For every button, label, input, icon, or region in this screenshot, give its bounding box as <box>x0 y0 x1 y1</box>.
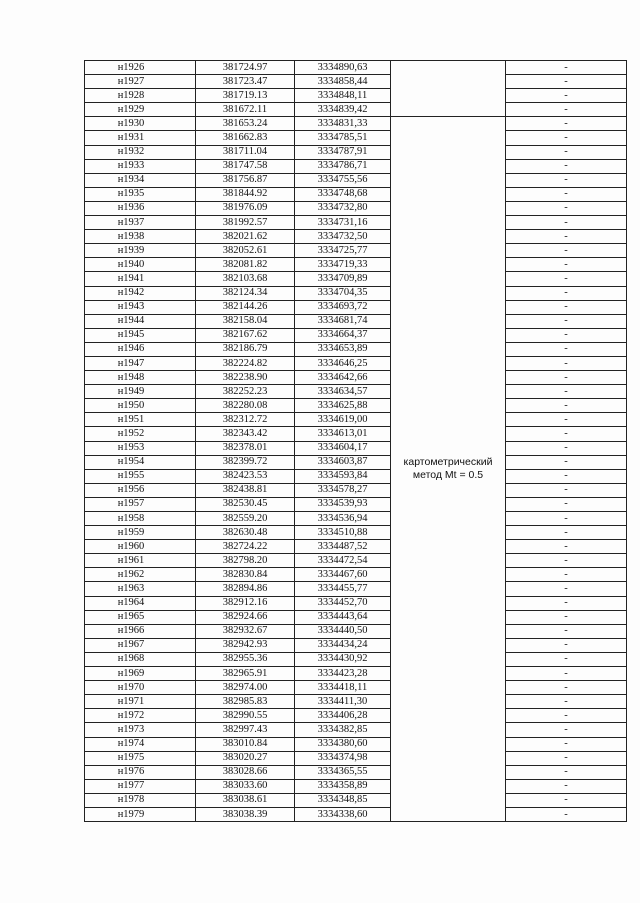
point-id-cell: н1941 <box>85 272 196 286</box>
y-coordinate-cell: 3334452,70 <box>295 596 391 610</box>
x-coordinate-cell: 382924.66 <box>196 610 295 624</box>
dash-cell: - <box>506 610 627 624</box>
point-id-cell: н1957 <box>85 497 196 511</box>
dash-cell: - <box>506 427 627 441</box>
point-id-cell: н1936 <box>85 201 196 215</box>
dash-cell: - <box>506 483 627 497</box>
point-id-cell: н1934 <box>85 173 196 187</box>
x-coordinate-cell: 382103.68 <box>196 272 295 286</box>
y-coordinate-cell: 3334732,50 <box>295 230 391 244</box>
x-coordinate-cell: 382438.81 <box>196 483 295 497</box>
x-coordinate-cell: 383020.27 <box>196 751 295 765</box>
dash-cell: - <box>506 342 627 356</box>
dash-cell: - <box>506 751 627 765</box>
table-row <box>85 89 627 103</box>
table-row <box>85 652 627 666</box>
point-id-cell: н1968 <box>85 652 196 666</box>
y-coordinate-cell: 3334430,92 <box>295 652 391 666</box>
x-coordinate-cell: 382997.43 <box>196 723 295 737</box>
table-row <box>85 765 627 779</box>
y-coordinate-cell: 3334406,28 <box>295 709 391 723</box>
dash-cell: - <box>506 314 627 328</box>
dash-cell: - <box>506 371 627 385</box>
y-coordinate-cell: 3334578,27 <box>295 483 391 497</box>
point-id-cell: н1950 <box>85 399 196 413</box>
table-row <box>85 512 627 526</box>
table-row <box>85 286 627 300</box>
y-coordinate-cell: 3334440,50 <box>295 624 391 638</box>
point-id-cell: н1942 <box>85 286 196 300</box>
y-coordinate-cell: 3334693,72 <box>295 300 391 314</box>
y-coordinate-cell: 3334593,84 <box>295 469 391 483</box>
y-coordinate-cell: 3334443,64 <box>295 610 391 624</box>
table-row <box>85 230 627 244</box>
y-coordinate-cell: 3334434,24 <box>295 638 391 652</box>
point-id-cell: н1978 <box>85 793 196 807</box>
dash-cell: - <box>506 540 627 554</box>
dash-cell: - <box>506 159 627 173</box>
point-id-cell: н1927 <box>85 75 196 89</box>
y-coordinate-cell: 3334510,88 <box>295 526 391 540</box>
point-id-cell: н1943 <box>85 300 196 314</box>
point-id-cell: н1963 <box>85 582 196 596</box>
table-row <box>85 61 627 75</box>
y-coordinate-cell: 3334890,63 <box>295 61 391 75</box>
point-id-cell: н1964 <box>85 596 196 610</box>
dash-cell: - <box>506 695 627 709</box>
x-coordinate-cell: 383038.61 <box>196 793 295 807</box>
y-coordinate-cell: 3334338,60 <box>295 807 391 821</box>
point-id-cell: н1928 <box>85 89 196 103</box>
table-row <box>85 751 627 765</box>
y-coordinate-cell: 3334539,93 <box>295 497 391 511</box>
y-coordinate-cell: 3334848,11 <box>295 89 391 103</box>
x-coordinate-cell: 382238.90 <box>196 371 295 385</box>
table-row <box>85 596 627 610</box>
table-row <box>85 497 627 511</box>
x-coordinate-cell: 381653.24 <box>196 117 295 131</box>
table-row <box>85 624 627 638</box>
y-coordinate-cell: 3334664,37 <box>295 328 391 342</box>
point-id-cell: н1944 <box>85 314 196 328</box>
dash-cell: - <box>506 413 627 427</box>
dash-cell: - <box>506 723 627 737</box>
point-id-cell: н1958 <box>85 512 196 526</box>
coordinates-table-body <box>85 61 627 822</box>
dash-cell: - <box>506 61 627 75</box>
table-row <box>85 638 627 652</box>
dash-cell: - <box>506 258 627 272</box>
point-id-cell: н1960 <box>85 540 196 554</box>
y-coordinate-cell: 3334681,74 <box>295 314 391 328</box>
point-id-cell: н1946 <box>85 342 196 356</box>
x-coordinate-cell: 382724.22 <box>196 540 295 554</box>
point-id-cell: н1940 <box>85 258 196 272</box>
table-row <box>85 258 627 272</box>
y-coordinate-cell: 3334536,94 <box>295 512 391 526</box>
dash-cell: - <box>506 117 627 131</box>
point-id-cell: н1937 <box>85 216 196 230</box>
x-coordinate-cell: 382343.42 <box>196 427 295 441</box>
dash-cell: - <box>506 737 627 751</box>
point-id-cell: н1979 <box>85 807 196 821</box>
y-coordinate-cell: 3334732,80 <box>295 201 391 215</box>
dash-cell: - <box>506 526 627 540</box>
table-row <box>85 244 627 258</box>
table-row <box>85 793 627 807</box>
y-coordinate-cell: 3334423,28 <box>295 667 391 681</box>
x-coordinate-cell: 381723.47 <box>196 75 295 89</box>
x-coordinate-cell: 382052.61 <box>196 244 295 258</box>
x-coordinate-cell: 382912.16 <box>196 596 295 610</box>
point-id-cell: н1975 <box>85 751 196 765</box>
x-coordinate-cell: 382124.34 <box>196 286 295 300</box>
point-id-cell: н1947 <box>85 356 196 370</box>
dash-cell: - <box>506 568 627 582</box>
y-coordinate-cell: 3334831,33 <box>295 117 391 131</box>
x-coordinate-cell: 382399.72 <box>196 455 295 469</box>
x-coordinate-cell: 382530.45 <box>196 497 295 511</box>
dash-cell: - <box>506 244 627 258</box>
dash-cell: - <box>506 272 627 286</box>
y-coordinate-cell: 3334348,85 <box>295 793 391 807</box>
table-row <box>85 779 627 793</box>
table-row <box>85 540 627 554</box>
table-row <box>85 469 627 483</box>
table-row <box>85 328 627 342</box>
point-id-cell: н1939 <box>85 244 196 258</box>
x-coordinate-cell: 383010.84 <box>196 737 295 751</box>
x-coordinate-cell: 382830.84 <box>196 568 295 582</box>
dash-cell: - <box>506 652 627 666</box>
x-coordinate-cell: 382224.82 <box>196 356 295 370</box>
y-coordinate-cell: 3334839,42 <box>295 103 391 117</box>
x-coordinate-cell: 382942.93 <box>196 638 295 652</box>
dash-cell: - <box>506 709 627 723</box>
table-row <box>85 610 627 624</box>
y-coordinate-cell: 3334748,68 <box>295 187 391 201</box>
y-coordinate-cell: 3334472,54 <box>295 554 391 568</box>
dash-cell: - <box>506 131 627 145</box>
table-row <box>85 75 627 89</box>
point-id-cell: н1932 <box>85 145 196 159</box>
x-coordinate-cell: 382985.83 <box>196 695 295 709</box>
x-coordinate-cell: 382990.55 <box>196 709 295 723</box>
table-row <box>85 371 627 385</box>
dash-cell: - <box>506 230 627 244</box>
dash-cell: - <box>506 667 627 681</box>
point-id-cell: н1977 <box>85 779 196 793</box>
table-row <box>85 483 627 497</box>
dash-cell: - <box>506 497 627 511</box>
x-coordinate-cell: 381719.13 <box>196 89 295 103</box>
dash-cell: - <box>506 89 627 103</box>
table-row <box>85 187 627 201</box>
x-coordinate-cell: 382423.53 <box>196 469 295 483</box>
point-id-cell: н1935 <box>85 187 196 201</box>
y-coordinate-cell: 3334709,89 <box>295 272 391 286</box>
dash-cell: - <box>506 455 627 469</box>
table-row <box>85 807 627 821</box>
dash-cell: - <box>506 765 627 779</box>
x-coordinate-cell: 381711.04 <box>196 145 295 159</box>
dash-cell: - <box>506 385 627 399</box>
dash-cell: - <box>506 512 627 526</box>
point-id-cell: н1966 <box>85 624 196 638</box>
table-row <box>85 455 627 469</box>
y-coordinate-cell: 3334646,25 <box>295 356 391 370</box>
x-coordinate-cell: 382630.48 <box>196 526 295 540</box>
x-coordinate-cell: 382965.91 <box>196 667 295 681</box>
y-coordinate-cell: 3334374,98 <box>295 751 391 765</box>
table-row <box>85 582 627 596</box>
x-coordinate-cell: 382559.20 <box>196 512 295 526</box>
dash-cell: - <box>506 356 627 370</box>
empty-cell <box>391 103 506 117</box>
dash-cell: - <box>506 793 627 807</box>
dash-cell: - <box>506 173 627 187</box>
x-coordinate-cell: 382252.23 <box>196 385 295 399</box>
dash-cell: - <box>506 582 627 596</box>
point-id-cell: н1959 <box>85 526 196 540</box>
point-id-cell: н1956 <box>85 483 196 497</box>
point-id-cell: н1976 <box>85 765 196 779</box>
x-coordinate-cell: 381747.58 <box>196 159 295 173</box>
y-coordinate-cell: 3334455,77 <box>295 582 391 596</box>
x-coordinate-cell: 382158.04 <box>196 314 295 328</box>
y-coordinate-cell: 3334731,16 <box>295 216 391 230</box>
y-coordinate-cell: 3334613,01 <box>295 427 391 441</box>
point-id-cell: н1953 <box>85 441 196 455</box>
dash-cell: - <box>506 145 627 159</box>
x-coordinate-cell: 381992.57 <box>196 216 295 230</box>
point-id-cell: н1938 <box>85 230 196 244</box>
table-row <box>85 554 627 568</box>
dash-cell: - <box>506 300 627 314</box>
y-coordinate-cell: 3334358,89 <box>295 779 391 793</box>
table-row <box>85 131 627 145</box>
point-id-cell: н1967 <box>85 638 196 652</box>
x-coordinate-cell: 382798.20 <box>196 554 295 568</box>
dash-cell: - <box>506 187 627 201</box>
y-coordinate-cell: 3334719,33 <box>295 258 391 272</box>
x-coordinate-cell: 382894.86 <box>196 582 295 596</box>
x-coordinate-cell: 381976.09 <box>196 201 295 215</box>
y-coordinate-cell: 3334467,60 <box>295 568 391 582</box>
dash-cell: - <box>506 638 627 652</box>
point-id-cell: н1954 <box>85 455 196 469</box>
point-id-cell: н1930 <box>85 117 196 131</box>
table-row <box>85 342 627 356</box>
point-id-cell: н1972 <box>85 709 196 723</box>
x-coordinate-cell: 382378.01 <box>196 441 295 455</box>
table-row <box>85 737 627 751</box>
x-coordinate-cell: 383033.60 <box>196 779 295 793</box>
dash-cell: - <box>506 554 627 568</box>
point-id-cell: н1952 <box>85 427 196 441</box>
point-id-cell: н1929 <box>85 103 196 117</box>
point-id-cell: н1955 <box>85 469 196 483</box>
point-id-cell: н1933 <box>85 159 196 173</box>
table-row <box>85 695 627 709</box>
x-coordinate-cell: 381724.97 <box>196 61 295 75</box>
point-id-cell: н1971 <box>85 695 196 709</box>
y-coordinate-cell: 3334625,88 <box>295 399 391 413</box>
table-row <box>85 216 627 230</box>
point-id-cell: н1945 <box>85 328 196 342</box>
empty-cell <box>391 89 506 103</box>
x-coordinate-cell: 382974.00 <box>196 681 295 695</box>
table-row <box>85 385 627 399</box>
y-coordinate-cell: 3334411,30 <box>295 695 391 709</box>
point-id-cell: н1973 <box>85 723 196 737</box>
dash-cell: - <box>506 441 627 455</box>
point-id-cell: н1948 <box>85 371 196 385</box>
dash-cell: - <box>506 469 627 483</box>
table-row <box>85 173 627 187</box>
y-coordinate-cell: 3334634,57 <box>295 385 391 399</box>
point-id-cell: н1962 <box>85 568 196 582</box>
dash-cell: - <box>506 779 627 793</box>
table-row <box>85 709 627 723</box>
y-coordinate-cell: 3334418,11 <box>295 681 391 695</box>
dash-cell: - <box>506 216 627 230</box>
table-row <box>85 159 627 173</box>
x-coordinate-cell: 381844.92 <box>196 187 295 201</box>
x-coordinate-cell: 382081.82 <box>196 258 295 272</box>
table-row <box>85 300 627 314</box>
y-coordinate-cell: 3334787,91 <box>295 145 391 159</box>
empty-cell <box>391 75 506 89</box>
y-coordinate-cell: 3334487,52 <box>295 540 391 554</box>
point-id-cell: н1969 <box>85 667 196 681</box>
x-coordinate-cell: 383038.39 <box>196 807 295 821</box>
y-coordinate-cell: 3334365,55 <box>295 765 391 779</box>
y-coordinate-cell: 3334619,00 <box>295 413 391 427</box>
coordinates-table <box>84 60 627 822</box>
dash-cell: - <box>506 681 627 695</box>
x-coordinate-cell: 381662.83 <box>196 131 295 145</box>
table-row <box>85 145 627 159</box>
y-coordinate-cell: 3334653,89 <box>295 342 391 356</box>
x-coordinate-cell: 382312.72 <box>196 413 295 427</box>
x-coordinate-cell: 383028.66 <box>196 765 295 779</box>
dash-cell: - <box>506 328 627 342</box>
x-coordinate-cell: 382186.79 <box>196 342 295 356</box>
y-coordinate-cell: 3334858,44 <box>295 75 391 89</box>
x-coordinate-cell: 382021.62 <box>196 230 295 244</box>
table-row <box>85 667 627 681</box>
table-row <box>85 441 627 455</box>
dash-cell: - <box>506 103 627 117</box>
x-coordinate-cell: 381756.87 <box>196 173 295 187</box>
table-row <box>85 201 627 215</box>
x-coordinate-cell: 382167.62 <box>196 328 295 342</box>
method-cell: картометрический метод Mt = 0.5 <box>391 117 506 822</box>
x-coordinate-cell: 382280.08 <box>196 399 295 413</box>
y-coordinate-cell: 3334642,66 <box>295 371 391 385</box>
y-coordinate-cell: 3334785,51 <box>295 131 391 145</box>
y-coordinate-cell: 3334380,60 <box>295 737 391 751</box>
dash-cell: - <box>506 286 627 300</box>
point-id-cell: н1926 <box>85 61 196 75</box>
table-row <box>85 272 627 286</box>
x-coordinate-cell: 382932.67 <box>196 624 295 638</box>
table-row <box>85 413 627 427</box>
empty-cell <box>391 61 506 75</box>
table-row <box>85 117 627 131</box>
table-row <box>85 103 627 117</box>
dash-cell: - <box>506 75 627 89</box>
point-id-cell: н1949 <box>85 385 196 399</box>
point-id-cell: н1965 <box>85 610 196 624</box>
y-coordinate-cell: 3334704,35 <box>295 286 391 300</box>
dash-cell: - <box>506 596 627 610</box>
table-row <box>85 399 627 413</box>
table-row <box>85 314 627 328</box>
table-row <box>85 356 627 370</box>
dash-cell: - <box>506 624 627 638</box>
dash-cell: - <box>506 201 627 215</box>
point-id-cell: н1974 <box>85 737 196 751</box>
y-coordinate-cell: 3334786,71 <box>295 159 391 173</box>
table-row <box>85 427 627 441</box>
point-id-cell: н1970 <box>85 681 196 695</box>
point-id-cell: н1931 <box>85 131 196 145</box>
y-coordinate-cell: 3334725,77 <box>295 244 391 258</box>
y-coordinate-cell: 3334382,85 <box>295 723 391 737</box>
dash-cell: - <box>506 807 627 821</box>
table-row <box>85 723 627 737</box>
x-coordinate-cell: 382955.36 <box>196 652 295 666</box>
x-coordinate-cell: 382144.26 <box>196 300 295 314</box>
table-row <box>85 568 627 582</box>
x-coordinate-cell: 381672.11 <box>196 103 295 117</box>
y-coordinate-cell: 3334604,17 <box>295 441 391 455</box>
y-coordinate-cell: 3334603,87 <box>295 455 391 469</box>
table-row <box>85 526 627 540</box>
dash-cell: - <box>506 399 627 413</box>
table-row <box>85 681 627 695</box>
point-id-cell: н1961 <box>85 554 196 568</box>
point-id-cell: н1951 <box>85 413 196 427</box>
y-coordinate-cell: 3334755,56 <box>295 173 391 187</box>
